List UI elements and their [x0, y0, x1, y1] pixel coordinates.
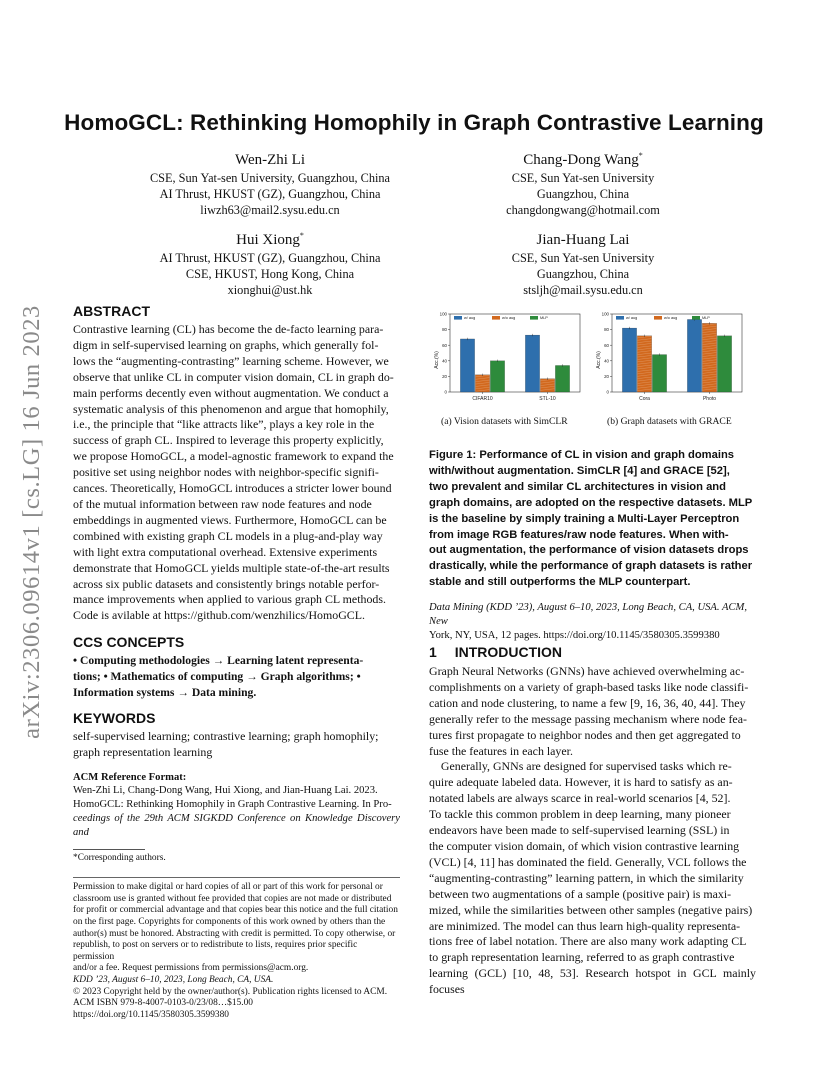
legend-swatch [454, 316, 462, 320]
x-tick-label: Photo [702, 396, 717, 402]
intro-line: notated labels are always scarce in real-world scenarios [4, 52]. [429, 791, 731, 806]
intro-line: tions free of label notation. There are also many work adapting CL [429, 934, 747, 949]
legend-swatch [654, 316, 662, 320]
permission-line: and/or a fee. Request permissions from permissions@acm.org. [73, 963, 309, 974]
figure-caption [429, 448, 756, 591]
y-tick-label: 60 [442, 342, 447, 348]
permission-line: © 2023 Copyright held by the owner/author(s). Publication rights licensed to ACM. [73, 986, 388, 997]
permission-line: https://doi.org/10.1145/3580305.3599380 [73, 1009, 229, 1020]
intro-heading-num: 1 [429, 644, 437, 660]
author-affiliation: AI Thrust, HKUST (GZ), Guangzhou, China [159, 187, 381, 201]
keywords-line: graph representation learning [73, 744, 213, 759]
permission-line: for profit or commercial advantage and that copies bear this notice and the full citation [73, 905, 398, 916]
intro-line: are minimized. The model can thus learn high-quality representa- [429, 918, 741, 933]
intro-line: to graph representation learning, referred to as graph contrastive [429, 950, 735, 965]
intro-heading [429, 644, 756, 660]
y-tick-label: 60 [604, 342, 609, 348]
intro-line: tures first propagate to neighbor nodes and then get aggregated to [429, 727, 741, 742]
caption-line: out augmentation, the performance of vision datasets drops [429, 544, 749, 557]
intro-line: (VCL) [4, 11] has dominated the field. Generally, VCL follows the [429, 854, 747, 869]
intro-section [429, 644, 756, 998]
abstract-line: with light extra computational overhead. Extensive experiments [73, 544, 378, 559]
author-name: Jian-Huang Lai [536, 232, 630, 248]
caption-line: graph domains, are adopted on the respective datasets. MLP [429, 496, 753, 509]
author-affiliation: CSE, Sun Yat-sen University [511, 251, 655, 265]
bar [525, 335, 539, 392]
intro-line: mized, while the similarities between other samples (negative pairs) [429, 902, 753, 917]
abstract-line: observe that unlike CL in computer vision domain, CL in graph do- [73, 369, 394, 384]
permission-line: author(s) must be honored. Abstracting with credit is permitted. To copy otherwise, or [73, 928, 396, 939]
keywords-body [73, 729, 400, 761]
abstract-line: lows the “augmenting-contrasting” learning scheme. However, we [73, 353, 389, 368]
permission-line: on the first page. Copyrights for components of this work owned by others than the [73, 916, 386, 927]
subcaption-a: (a) Vision datasets with SimCLR [441, 416, 568, 427]
bar [490, 361, 504, 392]
legend-swatch [530, 316, 538, 320]
abstract-line: positive set using neighbor nodes with neighbor-specific signifi- [73, 465, 379, 480]
acm-ref-body [73, 784, 400, 841]
legend-label: MLP [702, 316, 710, 320]
permission-block [73, 882, 400, 1021]
ccs-line: tions; • Mathematics of computing → Graph algorithms; • [73, 670, 361, 684]
author-name: Chang-Dong Wang [523, 152, 639, 168]
caption-line: two prevalent and similar CL architectures in vision and [429, 480, 726, 493]
y-tick-label: 0 [606, 389, 609, 395]
y-tick-label: 100 [601, 311, 609, 317]
abstract-line: demonstrate that HomoGCL yields multiple state-of-the-art results [73, 560, 390, 575]
legend-label: w/o aug [664, 316, 678, 320]
intro-line: Generally, GNNs are designed for supervised tasks which re- [429, 759, 732, 774]
permission-line: Permission to make digital or hard copies of all or part of this work for personal or [73, 882, 383, 893]
intro-line: learning (GCL) [10, 48, 53]. Research hotspot in GCL mainly focuses [429, 966, 756, 997]
permission-line: ACM ISBN 979-8-4007-0103-0/23/08…$15.00 [73, 998, 253, 1009]
author-block-1 [105, 146, 435, 218]
permission-rule [73, 877, 400, 878]
intro-line: endeavors have been made to self-supervised learning (SSL) in [429, 823, 730, 838]
author-email: xionghui@ust.hk [227, 283, 313, 297]
abstract-line: combined with existing graph CL models in a plug-and-play way [73, 528, 383, 543]
bar [717, 336, 731, 392]
permission-line: KDD ’23, August 6–10, 2023, Long Beach, CA, USA. [73, 974, 274, 985]
x-tick-label: STL-10 [539, 396, 556, 402]
caption-line: with/without augmentation. SimCLR [4] and GRACE [52], [429, 464, 730, 477]
bar [652, 355, 666, 392]
legend-swatch [616, 316, 624, 320]
subcaption-b: (b) Graph datasets with GRACE [607, 416, 732, 427]
keywords-line: self-supervised learning; contrastive learning; graph homophily; [73, 728, 379, 743]
abstract-body [73, 322, 400, 624]
y-tick-label: 40 [442, 358, 447, 364]
y-tick-label: 20 [604, 374, 609, 379]
acm-ref-heading: ACM Reference Format: [73, 771, 187, 783]
author-affiliation: AI Thrust, HKUST (GZ), Guangzhou, China [159, 251, 381, 265]
chart-a-plot [440, 312, 580, 402]
legend-label: MLP [540, 316, 548, 320]
intro-line: To tackle this common problem in deep learning, many pioneer [429, 807, 731, 822]
intro-body [429, 664, 756, 998]
author-name: Wen-Zhi Li [234, 152, 306, 168]
author-mark: * [299, 231, 304, 240]
bar [622, 328, 636, 392]
caption-line: drastically, while the performance of graph datasets is rather [429, 560, 753, 573]
abstract-line: we propose HomoGCL, a model-agnostic framework to expand the [73, 449, 394, 464]
author-affiliation: Guangzhou, China [536, 267, 630, 281]
ccs-body [73, 653, 400, 701]
abstract-line: embeddings in augmented views. Furthermore, HomoGCL can be [73, 512, 387, 527]
intro-line: quire adequate labeled data. However, it is hard to satisfy as an- [429, 775, 733, 790]
x-tick-label: CIFAR10 [472, 396, 493, 402]
acm-ref-line: Data Mining (KDD ’23), August 6–10, 2023, Long Beach, CA, USA. ACM, New [429, 602, 747, 628]
abstract-line: mance improvements when applied to various graph CL methods. [73, 592, 386, 607]
ccs-line: • Computing methodologies → Learning latent representa- [73, 654, 364, 668]
bar [687, 319, 701, 392]
author-block-2 [418, 146, 748, 218]
caption-line: Figure 1: Performance of CL in vision and graph domains [429, 449, 735, 461]
acm-ref-line: York, NY, USA, 12 pages. https://doi.org/10.1145/3580305.3599380 [429, 630, 720, 642]
y-axis-label: Acc.(%) [434, 351, 440, 369]
y-tick-label: 40 [604, 358, 609, 364]
legend-label: w/ aug [464, 316, 476, 320]
y-tick-label: 20 [442, 374, 447, 379]
intro-heading-text: INTRODUCTION [454, 644, 563, 660]
y-tick-label: 100 [439, 311, 447, 317]
legend [454, 316, 548, 320]
arxiv-stamp: arXiv:2306.09614v1 [cs.LG] 16 Jun 2023 [18, 305, 45, 739]
keywords-heading: KEYWORDS [73, 709, 156, 726]
abstract-line: main performs decently even without augmentation. We conduct a [73, 385, 389, 400]
intro-line: “augmenting-contrasting” learning pattern, in which the similarity [429, 870, 744, 885]
footnote-rule [73, 849, 145, 850]
author-email: liwzh63@mail2.sysu.edu.cn [200, 203, 340, 217]
author-email: stsljh@mail.sysu.edu.cn [523, 283, 643, 297]
author-affiliation: CSE, Sun Yat-sen University, Guangzhou, China [149, 171, 390, 185]
left-column [73, 303, 400, 1021]
x-tick-label: Cora [639, 396, 650, 402]
intro-line: generally refer to the message passing mechanism where node fea- [429, 711, 747, 726]
caption-line: stable and still outperforms the MLP counterpart. [429, 576, 691, 589]
abstract-line: of the mutual information between raw node features and node [73, 496, 372, 511]
intro-line: Graph Neural Networks (GNNs) have achieved overwhelming ac- [429, 664, 745, 678]
intro-line: fuse the features in each layer. [429, 743, 573, 758]
abstract-line: digm in self-supervised learning on graphs, which generally fol- [73, 337, 379, 352]
author-affiliation: Guangzhou, China [536, 187, 630, 201]
intro-line: the computer vision domain, of which vision contrastive learning [429, 838, 740, 853]
legend-swatch [692, 316, 700, 320]
abstract-line: i.e., the principle that “like attracts like”, plays a key role in the [73, 417, 375, 432]
y-tick-label: 0 [444, 389, 447, 395]
caption-line: is the baseline by simply training a Multi-Layer Perceptron [429, 512, 740, 525]
paper-title: HomoGCL: Rethinking Homophily in Graph Contrastive Learning [64, 110, 764, 135]
bar [460, 339, 474, 392]
author-affiliation: CSE, Sun Yat-sen University [511, 171, 655, 185]
permission-line: republish, to post on servers or to redistribute to lists, requires prior specific permission [73, 940, 358, 962]
acm-ref-line: HomoGCL: Rethinking Homophily in Graph Contrastive Learning. In Pro- [73, 798, 392, 810]
abstract-line: success of graph CL. Inspired to leverage this property explicitly, [73, 433, 384, 448]
intro-line: cation and node clustering, to name a few [9, 16, 36, 40, 44]. They [429, 695, 746, 710]
legend-swatch [492, 316, 500, 320]
author-name: Hui Xiong [236, 232, 300, 248]
abstract-heading: ABSTRACT [73, 303, 150, 319]
chart-b-plot [602, 312, 742, 402]
footnote: *Corresponding authors. [73, 852, 166, 863]
author-mark: * [638, 151, 643, 160]
caption-line: from image RGB features/raw node features. When with- [429, 528, 729, 541]
y-tick-label: 80 [442, 327, 447, 333]
intro-line: between two augmentations of a sample (positive pair) is maxi- [429, 886, 732, 901]
legend-label: w/o aug [502, 316, 516, 320]
acm-ref-line: Wen-Zhi Li, Chang-Dong Wang, Hui Xiong, and Jian-Huang Lai. 2023. [73, 784, 378, 796]
intro-line: complishments on a variety of graph-based tasks like node classifi- [429, 679, 749, 694]
author-email: changdongwang@hotmail.com [506, 203, 660, 217]
y-axis-label: Acc.(%) [596, 351, 602, 369]
acm-ref-line: ceedings of the 29th ACM SIGKDD Conference on Knowledge Discovery and [73, 813, 400, 839]
legend-label: w/ aug [626, 316, 638, 320]
acm-ref-continued [429, 601, 759, 644]
abstract-line: Contrastive learning (CL) has become the de-facto learning para- [73, 322, 384, 336]
permission-line: classroom use is granted without fee provided that copies are not made or distributed [73, 893, 392, 904]
abstract-line: across six public datasets and consistently brings notable perfor- [73, 576, 380, 591]
author-affiliation: CSE, HKUST, Hong Kong, China [185, 267, 355, 281]
legend [616, 316, 710, 320]
author-block-3 [105, 226, 435, 298]
abstract-line: Code is avilable at https://github.com/wenzhilics/HomoGCL. [73, 608, 365, 623]
ccs-heading: CCS CONCEPTS [73, 634, 185, 651]
bar [555, 365, 569, 392]
abstract-line: systematic analysis of this phenomenon and argue that homophily, [73, 401, 389, 416]
y-tick-label: 80 [604, 327, 609, 333]
chart-b [590, 308, 748, 412]
abstract-line: cances. Theoretically, HomoGCL introduces a stricter lower bound [73, 481, 392, 496]
chart-a [428, 308, 586, 412]
author-block-4 [418, 226, 748, 298]
ccs-line: Information systems → Data mining. [73, 686, 257, 700]
